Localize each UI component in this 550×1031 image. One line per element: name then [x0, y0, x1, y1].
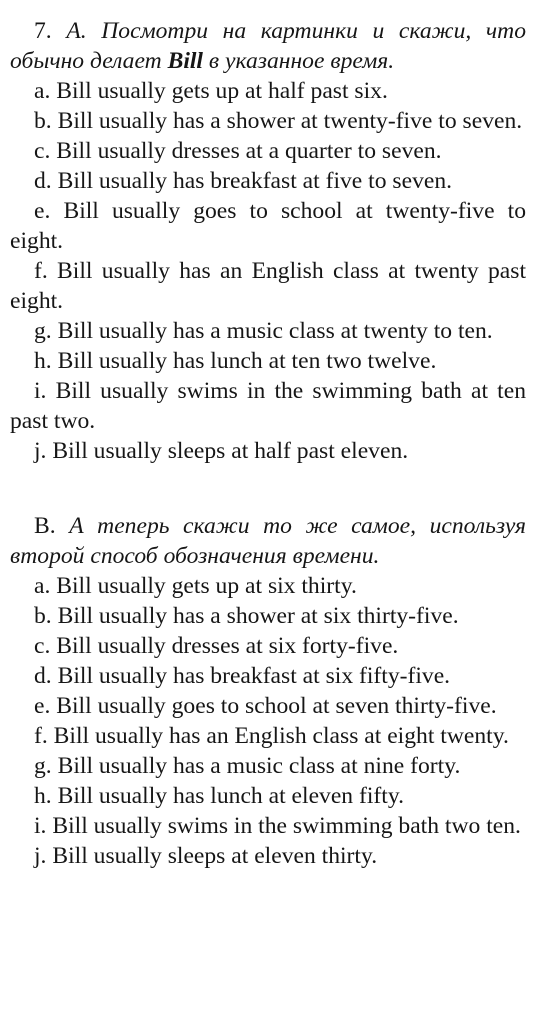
exercise-number: 7.	[34, 18, 52, 44]
section-a-instruction-part1: Посмотри на картинки и скажи, что обычно делает	[10, 18, 526, 74]
section-a-instruction-name: Bill	[167, 48, 203, 74]
section-b-item-g: g. Bill usually has a music class at nine forty.	[34, 753, 461, 779]
section-b-instruction: А теперь скажи то же самое, используя второй способ обозначения времени.	[10, 513, 526, 569]
section-b-label: B.	[34, 513, 56, 539]
section-b-item-f: f. Bill usually has an English class at eight twenty.	[34, 723, 509, 749]
section-a-item-f: f. Bill usually has an English class at twenty past eight.	[10, 258, 526, 314]
section-b-item-d: d. Bill usually has breakfast at six fifty-five.	[34, 663, 451, 689]
section-a-list	[10, 76, 526, 466]
section-b-item-i: i. Bill usually swims in the swimming bath two ten.	[34, 813, 521, 839]
exercise-b-heading	[10, 511, 526, 571]
section-b-item-j: j. Bill usually sleeps at eleven thirty.	[34, 843, 378, 869]
section-a-item-d: d. Bill usually has breakfast at five to seven.	[34, 168, 453, 194]
section-a-instruction-part2: в указанное время.	[208, 48, 395, 74]
section-a-item-e: e. Bill usually goes to school at twenty-five to eight.	[10, 198, 526, 254]
section-a-label: А.	[66, 18, 87, 44]
section-a-item-b: b. Bill usually has a shower at twenty-five to seven.	[34, 108, 523, 134]
section-b-list	[10, 571, 526, 871]
section-b-item-e: e. Bill usually goes to school at seven thirty-five.	[34, 693, 497, 719]
section-a-item-g: g. Bill usually has a music class at twenty to ten.	[34, 318, 493, 344]
section-spacer	[10, 466, 526, 511]
exercise-page	[10, 16, 526, 871]
section-b-item-a: a. Bill usually gets up at six thirty.	[34, 573, 357, 599]
exercise-a-heading	[10, 16, 526, 76]
section-a-item-c: c. Bill usually dresses at a quarter to seven.	[34, 138, 442, 164]
section-a-item-h: h. Bill usually has lunch at ten two twelve.	[34, 348, 437, 374]
section-b-item-b: b. Bill usually has a shower at six thirty-five.	[34, 603, 459, 629]
section-a-item-a: a. Bill usually gets up at half past six.	[34, 78, 388, 104]
section-b-item-c: c. Bill usually dresses at six forty-five.	[34, 633, 399, 659]
section-b-item-h: h. Bill usually has lunch at eleven fifty.	[34, 783, 404, 809]
section-a-item-j: j. Bill usually sleeps at half past eleven.	[34, 438, 409, 464]
section-a-item-i: i. Bill usually swims in the swimming bath at ten past two.	[10, 378, 526, 434]
